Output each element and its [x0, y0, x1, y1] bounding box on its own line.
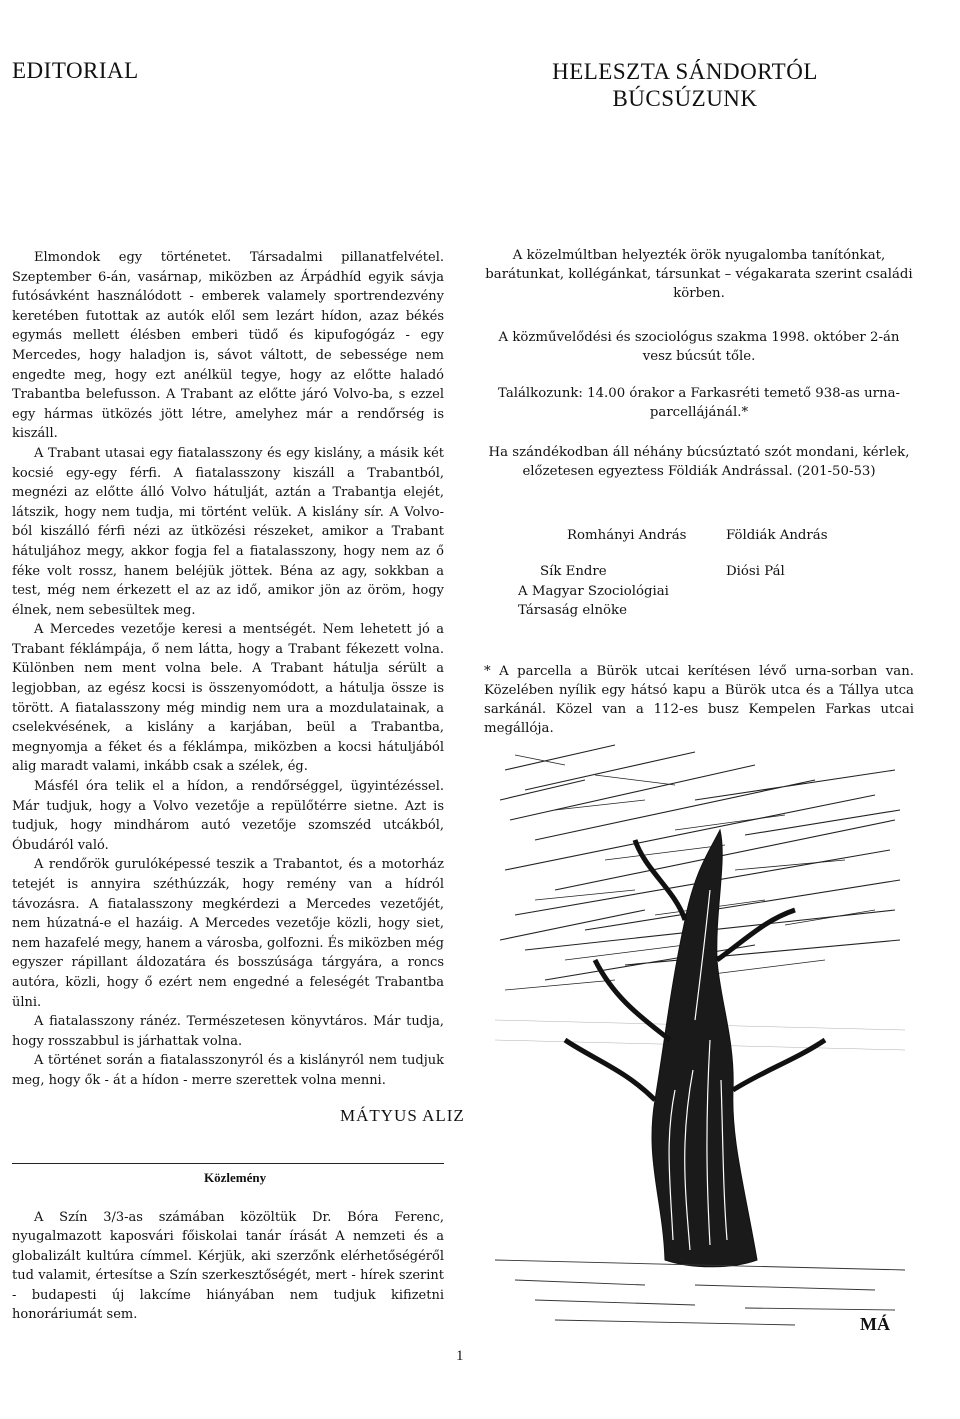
farewell-title-line1: HELESZTA SÁNDORTÓL: [552, 59, 818, 84]
signatory-role: Társaság elnöke: [518, 603, 627, 618]
article-body: [12, 248, 444, 1091]
signatory: Sík Endre: [540, 564, 607, 579]
signatory: Diósi Pál: [726, 564, 785, 579]
article-paragraph: A Trabant utasai egy fiatalasszony és egy kislány, a másik két kocsié egy-egy férfi. A fiatalasszony kiszáll a Trabantból, megnézi az előtte álló Volvo hátulját, aztán a Trabantja elejét, látszik, hogy nem tudja, mi történt velük. A kislány sír. A Volvo-ból kiszálló férfi nézi az ütközési részeket, amikor a Trabant hátuljához megy, akkor fogja fel a fiatalasszony, hogy nem az ő féke volt rossz, hanem beléjük jöttek. Béna az agy, sokkban a test, még nem érkezett el az az idő, amikor jön az öröm, hogy élnek, nem sebesültek meg.: [12, 445, 444, 618]
signatory: Földiák András: [726, 528, 828, 543]
article-paragraph: Másfél óra telik el a hídon, a rendőrséggel, ügyintézéssel. Már tudjuk, hogy a Volvo vezetője a repülőtérre sietne. Azt is tudjuk, hogy mindhárom autó vezetője szomszéd utcákból, Óbudáról való.: [12, 779, 444, 853]
editorial-heading: EDITORIAL: [12, 58, 139, 83]
article-paragraph: Elmondok egy történetet. Társadalmi pillanatfelvétel. Szeptember 6-án, vasárnap, miközben az Árpádhíd egyik sávja futósávként használódott - emberek valamely sportrendezvény keretében futottak az autók elől sem lezárt hídon, azaz békés egymás mellett élésben emberi tüdő és kipufogógáz - egy Mercedes, hogy haladjon is, sávot váltott, de sebessége nem engedte meg, hogy ezt anélkül tegye, hogy az előtte haladó Trabantba belefusson. A Trabant az előtte járó Volvo-ba, s ezzel egy hármas ütközés jött létre, amelyhez már a rendőrség is kiszáll.: [12, 250, 444, 442]
article-paragraph: A rendőrök gurulóképessé teszik a Trabantot, és a motorház tetejét is annyira széthúzzák, hogy remény van a hídról távozásra. A fiatalasszony megkérdezi a Mercedes vezetőjét, nem húzatná-e el hazáig. A Mercedes vezetője közli, hogy siet, nem hazafelé megy, hanem a városba, golfozni. És miközben még egyszer rápillant áldozatára és bosszúsága tárgyára, a roncs autóra, közli, hogy ő ezért nem engedné a feleségét Trabantba ülni.: [12, 857, 444, 1010]
article-paragraph: A fiatalasszony ránéz. Természetesen könyvtáros. Már tudja, hogy rosszabbul is járhattak volna.: [12, 1014, 444, 1049]
article-paragraph: A Mercedes vezetője keresi a mentségét. Nem lehetett jó a Trabant féklámpája, ő nem látta, hogy a Trabant fékezett volna. Különben nem ment volna bele. A Trabant hátulja sérült a legjobban, az egész kocsi is összenyomódott, a hátulja össze is törött. A fiatalasszony még mindig nem ura a mozdulatainak, a cselekvésének, a kislány a karjában, beül a Trabantba, megnyomja a féket és a féklámpa, miközben a kocsi hátuljából alig maradt valami, inkább csak a szélek, ég.: [12, 622, 444, 775]
farewell-footnote: * A parcella a Bürök utcai kerítésen lévő urna-sorban van. Közelében nyílik egy hátsó kapu a Bürök utca és a Tállya utca sarkánál. Közel van a 112-es busz Kempelen Farkas utcai megállója.: [484, 664, 914, 736]
ground: [495, 1260, 905, 1325]
tree-illustration: [495, 740, 905, 1340]
farewell-contact: Ha szándékodban áll néhány búcsúztató szót mondani, kérlek, előzetesen egyeztess Földiák Andrással. (201-50-53): [488, 445, 910, 479]
illustration-monogram: MÁ: [860, 1314, 890, 1334]
farewell-service: A közművelődési és szociológus szakma 1998. október 2-án vesz búcsút tőle.: [498, 330, 900, 364]
signatory: Romhányi András: [567, 528, 687, 543]
page-number: 1: [456, 1348, 464, 1364]
article-signature: MÁTYUS ALIZ: [340, 1106, 465, 1125]
divider: [12, 1163, 444, 1164]
farewell-title: [500, 58, 870, 112]
farewell-meeting: Találkozunk: 14.00 órakor a Farkasréti temető 938-as urna-parcellájánál.*: [497, 386, 901, 420]
signatory-org: A Magyar Szociológiai: [518, 584, 669, 599]
tree-trunk: [565, 830, 825, 1267]
notice-body: [12, 1208, 444, 1324]
notice-text: A Szín 3/3-as számában közöltük Dr. Bóra Ferenc, nyugalmazott kaposvári főiskolai tanár írását A nemzeti és a globalizált kultúra címmel. Kérjük, aki szerzőnk elérhetőségéről tud valamit, értesítse a Szín szerkesztőségét, mert - hírek szerint - budapesti új lakcíme hiányában nem tudjuk kifizetni honoráriumát sem.: [12, 1210, 444, 1323]
notice-heading: Közlemény: [204, 1170, 267, 1185]
farewell-title-line2: BÚCSÚZUNK: [612, 86, 758, 111]
farewell-announcement: A közelmúltban helyezték örök nyugalomba tanítónkat, barátunkat, kollégánkat, társunkat – végakarata szerint családi körben.: [485, 248, 913, 301]
article-paragraph: A történet során a fiatalasszonyról és a kislányról nem tudjuk meg, hogy ők - át a hídon - merre szerettek volna menni.: [12, 1053, 444, 1088]
